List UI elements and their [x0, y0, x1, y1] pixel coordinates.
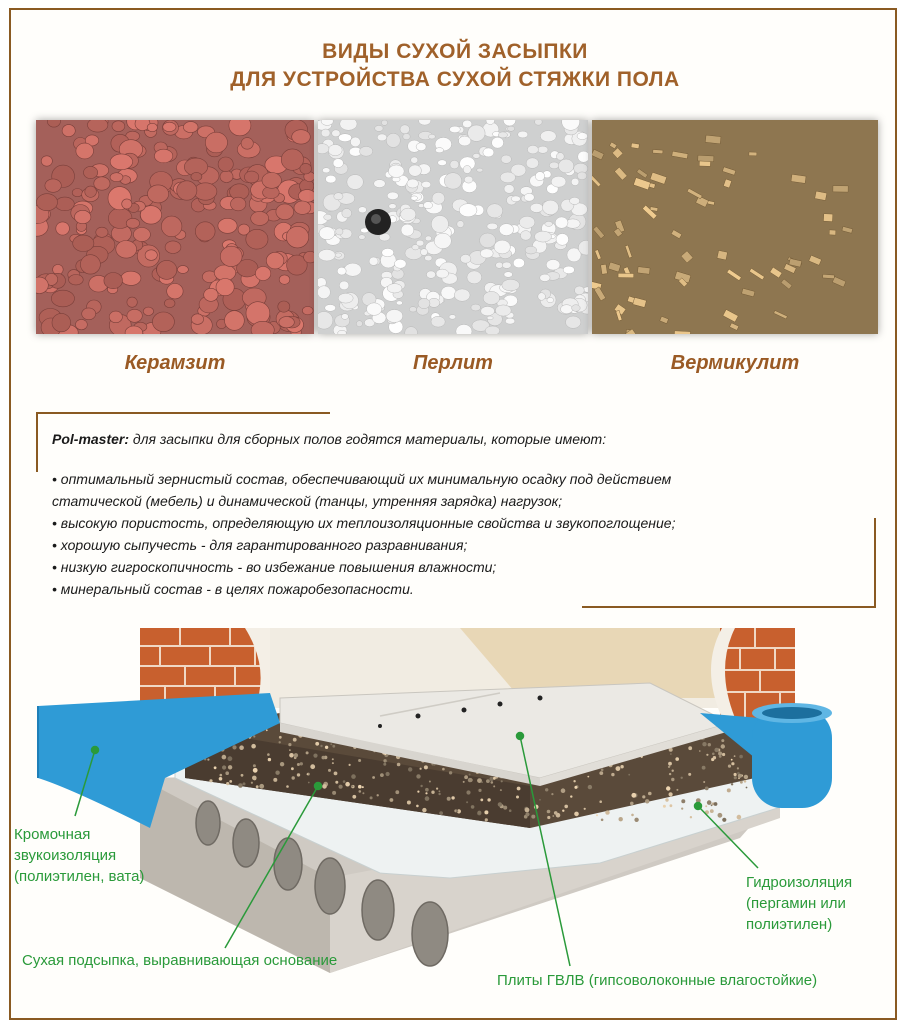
- callout-gvlv: Плиты ГВЛВ (гипсоволоконные влагостойкие): [497, 972, 818, 989]
- box-corner-top: [36, 412, 330, 414]
- callout-waterproof-line3: полиэтилен): [746, 916, 833, 933]
- callout-edge-line2: звукоизоляция: [14, 847, 117, 864]
- vermikulit-photo: [592, 120, 878, 334]
- info-bullet: • минеральный состав - в целях пожаробезопасности.: [52, 581, 414, 597]
- info-bullet: статической (мебель) и динамической (танцы, утренняя зарядка) нагрузок;: [52, 493, 563, 509]
- box-corner-right: [874, 518, 876, 608]
- callout-dry-fill: Сухая подсыпка, выравнивающая основание: [22, 952, 338, 969]
- floor-diagram: [0, 628, 910, 1023]
- keramzit-photo: [36, 120, 314, 334]
- info-text: [52, 428, 852, 600]
- info-bullet: • высокую пористость, определяющую их теплоизоляционные свойства и звукопоглощение;: [52, 515, 676, 531]
- keramzit-label: Керамзит: [124, 352, 226, 374]
- info-intro: для засыпки для сборных полов годятся материалы, которые имеют:: [132, 431, 607, 447]
- box-corner-bottom: [582, 606, 876, 608]
- info-bullet: • оптимальный зернистый состав, обеспечивающий их минимальную осадку под действием: [52, 471, 672, 487]
- callout-waterproof-line1: Гидроизоляция: [746, 874, 853, 891]
- vermikulit-label: Вермикулит: [670, 352, 800, 374]
- info-box: [36, 412, 876, 608]
- brand-name: Pol-master:: [52, 431, 130, 447]
- perlit-photo: [318, 120, 588, 334]
- box-corner-left: [36, 412, 38, 472]
- callout-edge-insulation: [14, 824, 144, 887]
- info-bullet: • хорошую сыпучесть - для гарантированного разравнивания;: [52, 537, 468, 553]
- perlit-label: Перлит: [413, 352, 493, 374]
- page-title-line2: ДЛЯ УСТРОЙСТВА СУХОЙ СТЯЖКИ ПОЛА: [230, 68, 680, 91]
- callout-edge-line1: Кромочная: [14, 826, 91, 843]
- info-bullet: • низкую гигроскопичность - во избежание повышения влажности;: [52, 559, 497, 575]
- callout-waterproof-line2: (пергамин или: [746, 895, 846, 912]
- page-title-line1: ВИДЫ СУХОЙ ЗАСЫПКИ: [322, 40, 588, 63]
- callout-waterproof: [746, 872, 852, 935]
- callout-edge-line3: (полиэтилен, вата): [14, 868, 145, 885]
